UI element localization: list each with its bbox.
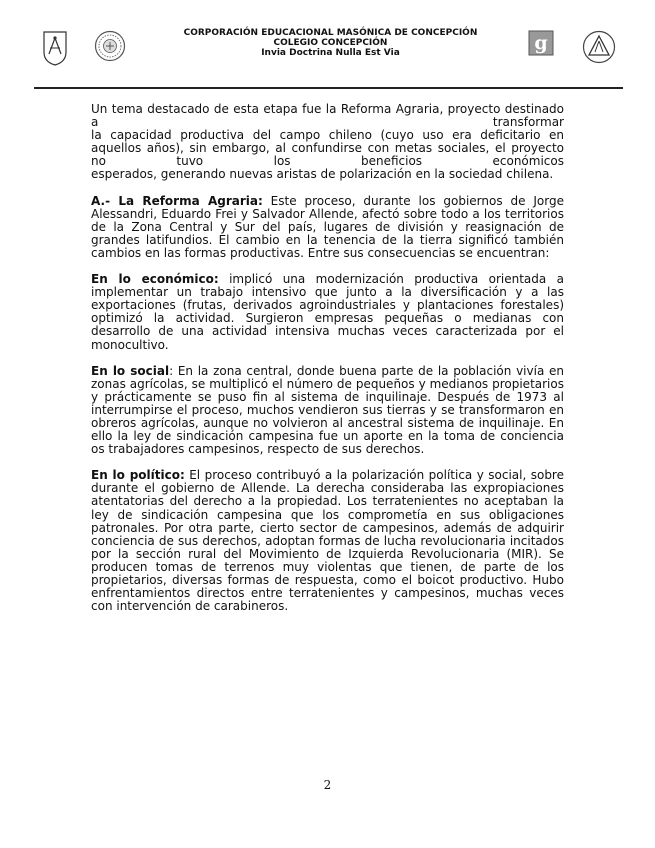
section-text: Este proceso, durante los gobiernos de Jorge Alessandri, Eduardo Frei y Salvador Allende, afectó sobre todo a los territorios de la Zona Central y Sur del país, lugares de división y reasignación de grandes latifundios. El cambio en la tenencia de la tierra significó también cambios en las formas productivas. Entre sus consecuencias se encuentran: xyxy=(91,193,564,260)
triangle-emblem-icon xyxy=(582,30,616,64)
school-seal-logo xyxy=(94,30,126,62)
institution-name: CORPORACIÓN EDUCACIONAL MASÓNICA DE CONCEPCIÓN xyxy=(183,28,478,38)
section-social xyxy=(91,365,564,457)
section-economico xyxy=(91,273,564,352)
section-heading: En lo social xyxy=(91,363,170,378)
intro-line-1: Un tema destacado de esta etapa fue la Reforma Agraria, proyecto destinado a transformar xyxy=(91,102,564,130)
masonic-shield-logo xyxy=(42,30,68,66)
section-reforma-agraria xyxy=(91,195,564,260)
school-name: COLEGIO CONCEPCIÓN xyxy=(273,38,388,48)
intro-line-2: la capacidad productiva del campo chileno (cuyo uso era deficitario en aquellos años), sin embargo, al confundirse con metas sociales, el proyecto no tuvo los beneficios económicos xyxy=(91,128,564,169)
section-text: : En la zona central, donde buena parte de la población vivía en zonas agrícolas, se multiplicó el número de pequeños y medianos propietarios y prácticamente se puso fin al sistema de inquilinaje. Después de 1973 al interrumpirse el proceso, muchos vendieron sus tierras y se transformaron en obreros agrícolas, aunque no volvieron al ancestral sistema de inquilinaje. En ello la ley de sindicación campesina fue un aporte en la toma de conciencia os trabajadores campesinos, respecto de sus derechos. xyxy=(91,363,565,457)
school-motto: Invia Doctrina Nulla Est Via xyxy=(261,48,400,58)
g-logo xyxy=(528,30,554,56)
section-heading: A.- La Reforma Agraria: xyxy=(91,193,263,208)
section-politico xyxy=(91,469,564,613)
g-logo-icon xyxy=(528,30,554,56)
header-text xyxy=(158,28,503,58)
round-seal-icon xyxy=(94,30,126,62)
document-body xyxy=(91,103,564,613)
section-text: El proceso contribuyó a la polarización política y social, sobre durante el gobierno de Allende. La derecha consideraba las expropiaciones atentatorias del derecho a la propiedad. Los terratenientes no aceptaban la ley de sindicación campesina que los comprometía en sus obligaciones patronales. Por otra parte, cierto sector de campesinos, además de adquirir conciencia de sus derechos, adoptan formas de lucha revolucionaria incitados por la sección rural del Movimiento de Izquierda Revolucionaria (MIR). Se producen tomas de terrenos muy violentas que tienen, de parte de los propietarios, diversas formas de respuesta, como el boicot productivo. Hubo enfrentamientos directos entre terratenientes y campesinos, muchas veces con intervención de carabineros. xyxy=(91,468,564,614)
page-number: 2 xyxy=(323,778,332,792)
header-divider xyxy=(34,87,623,89)
triangle-emblem-logo xyxy=(582,30,616,64)
section-text: implicó una modernización productiva orientada a implementar un trabajo intensivo que junto a la diversificación y a las exportaciones (frutas, derivados agroindustriales y plantaciones forestales) optimizó la actividad. Surgieron empresas pequeñas o medianas con desarrollo de una actividad intensiva muchas veces caracterizada por el monocultivo. xyxy=(91,272,564,352)
section-heading: En lo económico: xyxy=(91,272,219,287)
intro-line-3: esperados, generando nuevas aristas de polarización en la sociedad chilena. xyxy=(91,167,554,182)
shield-compass-icon xyxy=(42,30,68,66)
document-header xyxy=(38,24,623,84)
svg-text:g: g xyxy=(534,32,548,54)
section-heading: En lo político: xyxy=(91,468,185,483)
